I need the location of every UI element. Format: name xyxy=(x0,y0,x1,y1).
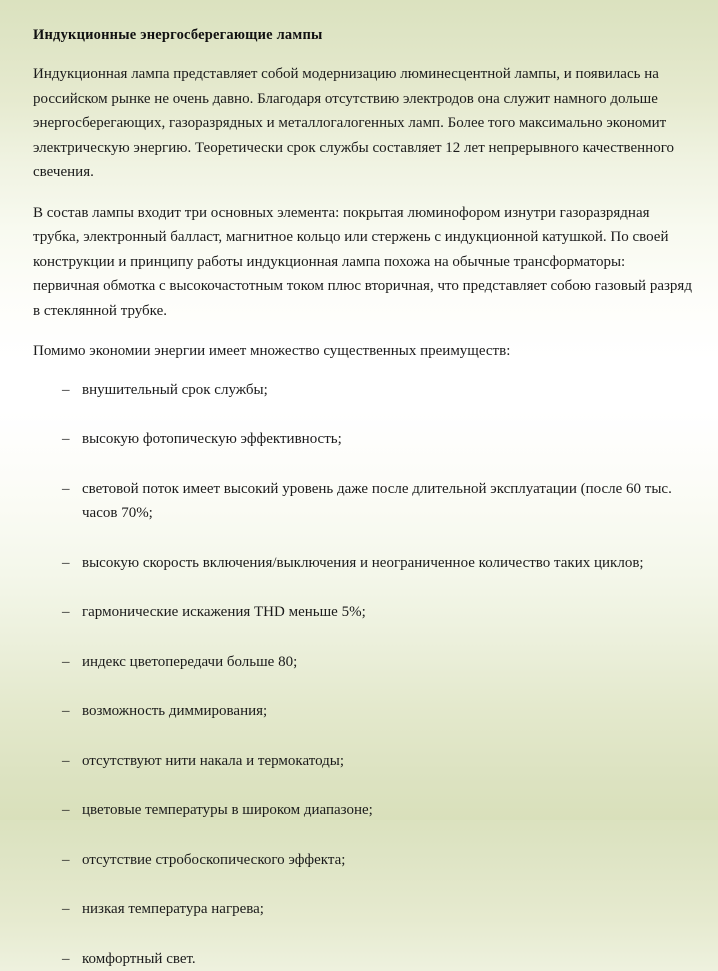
dash-bullet-icon: – xyxy=(62,947,70,971)
paragraph-1: Индукционная лампа представляет собой модернизацию люминесцентной лампы, и появилась на российском рынке не очень давно. Благодаря отсутствию электродов она служит намного дольше энергосберегающих, газоразрядных и металлогалогенных ламп. Более того максимально экономит электрическую энергию. Теоретически срок службы составляет 12 лет непрерывного качественного свечения. xyxy=(33,62,693,185)
list-item-label: низкая температура нагрева; xyxy=(82,897,693,922)
list-item-label: гармонические искажения THD меньше 5%; xyxy=(82,600,693,625)
list-item xyxy=(33,650,693,675)
dash-bullet-icon: – xyxy=(62,477,70,502)
dash-bullet-icon: – xyxy=(62,848,70,873)
dash-bullet-icon: – xyxy=(62,378,70,403)
dash-bullet-icon: – xyxy=(62,897,70,922)
list-item xyxy=(33,749,693,774)
list-item-label: световой поток имеет высокий уровень даже после длительной эксплуатации (после 60 тыс. часов 70%; xyxy=(82,477,693,526)
list-item-label: отсутствуют нити накала и термокатоды; xyxy=(82,749,693,774)
document-body xyxy=(33,62,693,971)
dash-bullet-icon: – xyxy=(62,749,70,774)
list-item xyxy=(33,947,693,971)
list-item-label: комфортный свет. xyxy=(82,947,693,971)
advantages-list xyxy=(33,378,693,971)
list-item xyxy=(33,477,693,526)
dash-bullet-icon: – xyxy=(62,600,70,625)
list-item xyxy=(33,798,693,823)
list-item-label: цветовые температуры в широком диапазоне; xyxy=(82,798,693,823)
dash-bullet-icon: – xyxy=(62,699,70,724)
paragraph-2: В состав лампы входит три основных элемента: покрытая люминофором изнутри газоразрядная трубка, электронный балласт, магнитное кольцо или стержень с индукционной катушкой. По своей конструкции и принципу работы индукционная лампа похожа на обычные трансформаторы: первичная обмотка с высокочастотным током плюс вторичная, что представляет собою газовый разряд в стеклянной трубке. xyxy=(33,201,693,324)
list-item-label: высокую скорость включения/выключения и неограниченное количество таких циклов; xyxy=(82,551,693,576)
dash-bullet-icon: – xyxy=(62,427,70,452)
dash-bullet-icon: – xyxy=(62,798,70,823)
list-intro-text: Помимо экономии энергии имеет множество существенных преимуществ: xyxy=(33,339,693,364)
list-item-label: индекс цветопередачи больше 80; xyxy=(82,650,693,675)
list-item xyxy=(33,848,693,873)
list-item xyxy=(33,897,693,922)
dash-bullet-icon: – xyxy=(62,551,70,576)
list-item xyxy=(33,600,693,625)
page-title: Индукционные энергосберегающие лампы xyxy=(33,26,323,44)
list-item-label: внушительный срок службы; xyxy=(82,378,693,403)
list-item xyxy=(33,427,693,452)
list-item-label: высокую фотопическую эффективность; xyxy=(82,427,693,452)
list-item xyxy=(33,378,693,403)
list-item-label: возможность диммирования; xyxy=(82,699,693,724)
list-item xyxy=(33,699,693,724)
dash-bullet-icon: – xyxy=(62,650,70,675)
list-item-label: отсутствие стробоскопического эффекта; xyxy=(82,848,693,873)
list-item xyxy=(33,551,693,576)
